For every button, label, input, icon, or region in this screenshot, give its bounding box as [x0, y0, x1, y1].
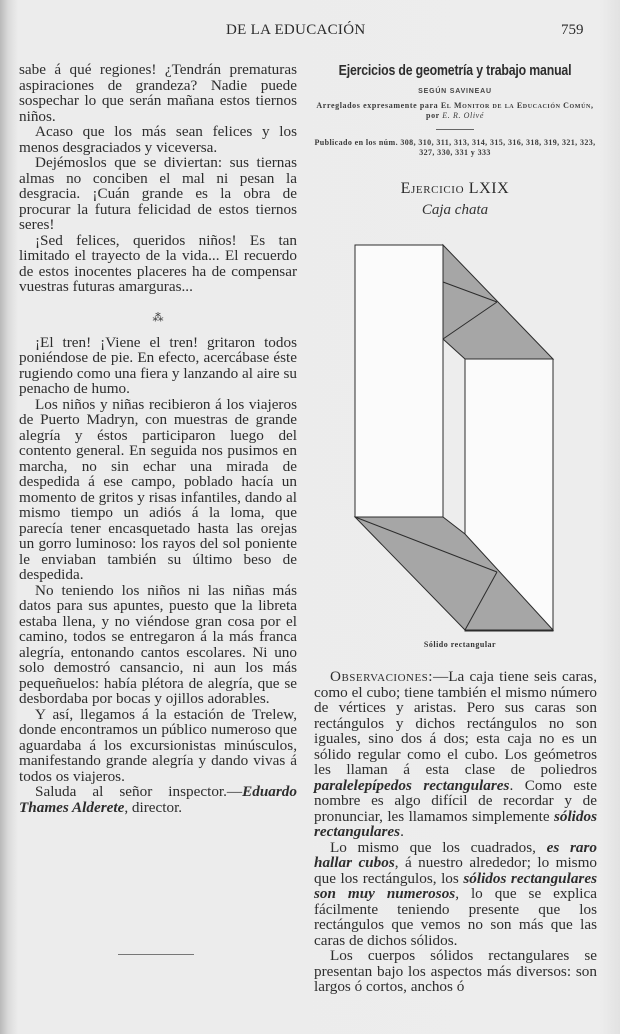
para-text: , á nuestro alrededor; lo mismo que los rectángulos, los [314, 854, 597, 887]
credit-by: , por [426, 101, 594, 120]
observations-text: —La caja tiene seis caras, como el cubo; tiene también el mismo número de vértices y aristas. Pero sus caras son rectángulos y dichos rectángulos no son iguales, sino dos á dos; esta caja no es un sólido regular como el cubo. Los geómetros les llaman á esta clase de poliedros [314, 668, 597, 778]
series-credit [312, 101, 598, 121]
section-divider [118, 954, 194, 955]
right-column-header [312, 62, 598, 219]
paragraph: Y así, llegamos á la estación de Trelew, donde encontramos un público numeroso que aguardaba á los excursionistas minúsculos, manifestando grande alegría y dando vivas á todos os viajeros. [19, 705, 297, 785]
paragraph: Los cuerpos sólidos rectangulares se presentan bajo los aspectos más diversos: son largos ó cortos, anchos ó [314, 947, 597, 995]
para-text: Lo mismo que los cuadrados, [330, 838, 547, 856]
running-head [0, 22, 620, 44]
closing-paragraph [19, 784, 297, 815]
para-text: , lo que se explica fácilmente teniendo presente que los rectángulos que vemos no son más que las caras de dichos sólidos. [314, 885, 597, 949]
term-italic: sólidos rectangulares son muy numerosos [314, 869, 597, 902]
observations-text: . Como este nombre es algo difícil de recordar y de pronunciar, les llamamos simplemente [314, 776, 597, 825]
signature-role: , director. [124, 798, 183, 816]
figure-caption: Sólido rectangular [423, 640, 497, 649]
paragraph: Acaso que los más sean felices y los menos desgraciados y viceversa. [19, 123, 297, 156]
credit-name: E. R. Olivé [442, 111, 484, 120]
credit-journal: El Monitor de la Educación Común [440, 101, 591, 110]
exercise-title-text: Ejercicio LXIX [400, 180, 510, 197]
term-italic: es raro hallar cubos [314, 838, 597, 871]
left-column [19, 62, 297, 815]
exercise-title [312, 180, 598, 198]
series-title: Ejercicios de geometría y trabajo manual [338, 62, 572, 79]
paragraph: sabe á qué regiones! ¿Tendrán prematuras aspiraciones de grandeza? Nadie puede sospechar lo que serán mañana estos tiernos niños. [19, 61, 297, 125]
published-issues: Publicado en los núm. 308, 310, 311, 313, 314, 315, 316, 318, 319, 321, 323, 327, 330, 331 y 333 [314, 138, 596, 157]
page-number: 759 [561, 22, 584, 38]
paragraph: Dejémoslos que se diviertan: sus tiernas almas no conciben el mal ni pesan la desgracia. ¡Cuán grande es la obra de procurar la futura felicidad de estos tiernos seres! [19, 154, 297, 233]
observations-text: . [400, 823, 404, 840]
short-rule [436, 129, 474, 130]
asterism: ⁂ [152, 311, 164, 324]
paragraph: ¡El tren! ¡Viene el tren! gritaron todos poniéndose de pie. En efecto, acercábase éste rugiendo como una fiera y lanzando al aire su penacho de humo. [19, 333, 297, 397]
paragraph: Los niños y niñas recibieron á los viajeros de Puerto Madryn, con muestras de grande alegría y éstos participaron luego del contento general. En seguida nos pusimos en marcha, no sin echar una mirada de despedida á ese campo, poblado hacía un momento de gritos y risas infantiles, dando al mismo tiempo un adiós á la loma, que parecía tener encasquetado hasta las orejas un gorro luminoso: los rayos del sol poniente le enviaban también su último beso de despedida. [19, 395, 297, 583]
paragraph: No teniendo los niños ni las niñas más datos para sus apuntes, puesto que la libreta estaba llena, y no viéndose gran cosa por el camino, todos se entregaron á la más franca alegría, entonando cantos escolares. Ni uno solo demostró cansancio, ni aun los más pequeñuelos: había plétora de alegría, que se desbordaba por bocas y ojillos adorables. [19, 581, 297, 707]
front-face [355, 245, 443, 517]
signature: Eduardo Thames Alderete [19, 783, 297, 816]
figure-rectangular-solid [340, 232, 570, 632]
series-author: SEGÚN SAVINEAU [418, 88, 492, 95]
paragraph: ¡Sed felices, queridos niños! Es tan limitado el trayecto de la vida... El recuerdo de estos inocentes placeres ha de compensar vuestras futuras amarguras... [19, 231, 297, 295]
credit-prefix: Arreglados expresamente para [316, 101, 441, 110]
term-italic: sólidos rectangulares [314, 807, 597, 840]
observations-paragraph [314, 669, 597, 840]
right-column-body [314, 669, 597, 995]
observations-label: Observaciones: [330, 668, 434, 685]
flat-box-diagram [340, 232, 570, 632]
closing-text: Saluda al señor inspector.— [35, 783, 243, 800]
term-italic: paralelepípedos rectangulares [314, 776, 510, 794]
running-title: DE LA EDUCACIÓN [226, 22, 366, 38]
top-face [443, 245, 553, 359]
exercise-subtitle: Caja chata [421, 202, 489, 218]
paragraph [314, 840, 597, 949]
